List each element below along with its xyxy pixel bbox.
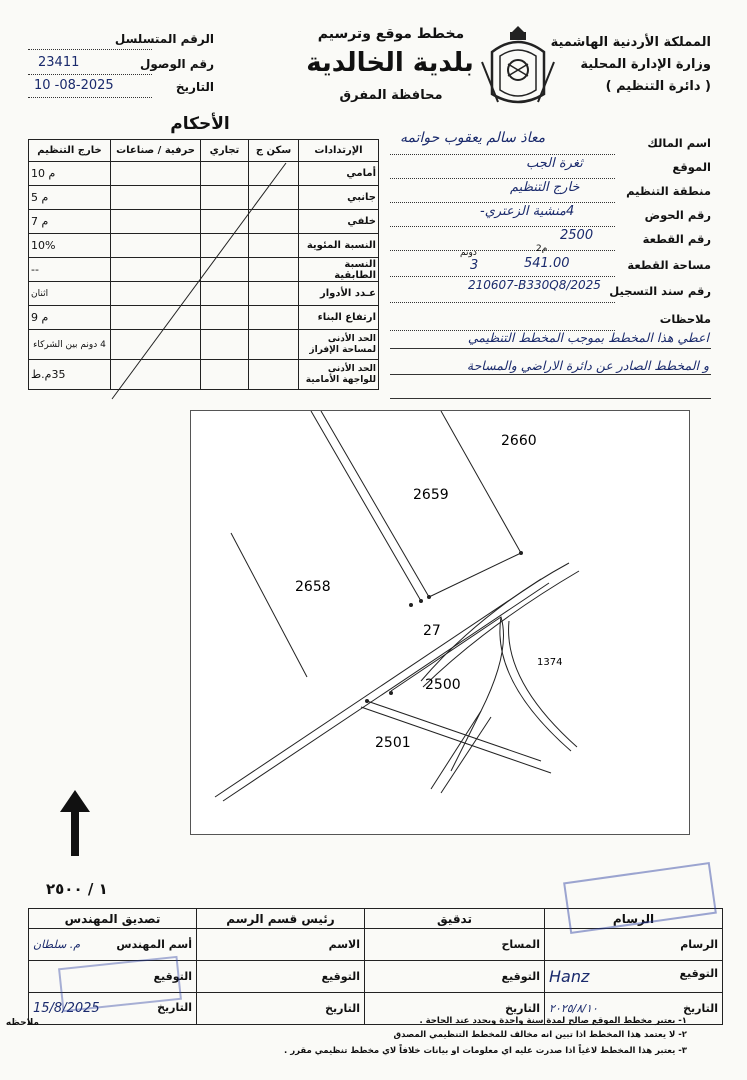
min-frontage-label: الحد الأدنى للواجهة الأمامية [299,360,379,390]
col-check: تدقيق [365,909,545,929]
receipt-label: رقم الوصول [139,57,214,71]
ministry-name: وزارة الإدارة المحلية [580,57,711,72]
table-row [29,186,379,210]
parcel-2658-label: 2658 [295,579,331,595]
check-date-label: التاريخ [505,1002,540,1015]
col-drafter: الرسام [545,909,723,929]
parcel-2660-label: 2660 [501,433,537,449]
parcel-2659-label: 2659 [413,487,449,503]
governorate-name: محافظة المفرق [339,88,443,103]
jordan-emblem-icon [478,22,558,112]
col-outside-zone: خارج التنظيم [29,140,111,162]
front-setback-value: 10 م [29,162,111,186]
owner-label: اسم المالك [647,136,711,150]
table-row [29,162,379,186]
serial-label: الرقم المتسلسل [114,32,214,46]
header-date-value: 10 -08-2025 [34,78,114,93]
note-1: ١- يعتبر مخطط الموقع صالح لمدة سنة واحدة ويجدد عند الحاجة . [419,1016,687,1026]
table-row [29,306,379,330]
min-plot-value: 4 دونم بين الشركاء [29,330,111,360]
zone-value: خارج التنظيم [510,180,580,195]
parcel-label: رقم القطعة [642,232,711,246]
side-setback-label: جانبي [299,186,379,210]
rulings-table [28,139,379,390]
doc-title: مخطط موقع وترسيم [317,26,465,42]
department-name: ( دائرة التنظيم ) [605,79,711,94]
reg-value: 210607-B330Q8/2025 [468,278,601,292]
area-m2-value: 541.00 [524,256,570,271]
height-label: ارتفاع البناء [299,306,379,330]
area-dunum-value: 3 [470,258,479,273]
note-line-1: اعطي هذا المخطط بموجب المخطط التنظيمي [467,330,709,345]
col-setbacks: الإرتدادات [299,140,379,162]
rear-setback-label: خلفي [299,210,379,234]
table-row [29,282,379,306]
parcel-2500-label: 2500 [425,677,461,693]
drafter-sign-label: التوقيع [679,967,718,980]
col-residential: سكن ج [249,140,299,162]
percentage-label: النسبة المئوية [299,234,379,258]
side-setback-value: 5 م [29,186,111,210]
note-3: ٣- يعتبر هذا المخطط لاغياً اذا صدرت عليه اي معلومات او بيانات خلافاً لاي مخطط تنظيمي مقرر . [284,1046,687,1056]
surveyor-label: المساح [501,938,540,951]
drafter-date-value: ٢٠٢٥/٨/١٠ [549,1002,598,1015]
rulings-title: الأحكام [170,114,230,134]
table-row [29,234,379,258]
header-meta-block [0,0,240,110]
receipt-value: 23411 [38,55,80,70]
table-row [29,330,379,360]
north-arrow-icon [58,788,92,858]
site-label: الموقع [672,160,711,174]
area-m2-label: م2 [536,244,548,254]
header-date-label: التاريخ [175,80,214,94]
notes-label: ملاحظه [5,1018,39,1028]
note-2: ٢- لا يعتمد هذا المخطط اذا تبين انه مخالف للمخطط التنظيمي المصدق [393,1030,687,1040]
engineer-date-label: التاريخ [157,1001,192,1014]
height-value: 9 م [29,306,111,330]
drafter-date-label: التاريخ [683,1002,718,1015]
min-plot-label: الحد الأدنى لمساحة الإفراز [299,330,379,360]
floors-value: اثنان [29,282,111,306]
floor-ratio-label: النسبة الطابقية [299,258,379,282]
check-sign-label: التوقيع [501,970,540,983]
drafter-label: الرسام [680,938,718,951]
map-scale: ١ / ٢٥٠٠ [46,880,108,898]
note-line-2: و المخطط الصادر عن دائرة الاراضي والمساحة [466,358,709,373]
floors-label: عـدد الأدوار [299,282,379,306]
zone-label: منطقة التنظيم [626,184,711,198]
engineer-sign-label: التوقيع [153,970,192,983]
area-dunum-label: دونم [460,248,477,258]
col-crafts: حرفية / صناعات [111,140,201,162]
site-value: ثغرة الجب [526,156,583,171]
basin-value: 4منشية الزعتري- [480,204,575,219]
notes-label: ملاحظات [659,312,711,326]
parcel-2501-label: 2501 [375,735,411,751]
owner-value: معاذ سالم يعقوب حواتمه [400,130,546,146]
rear-setback-value: 7 م [29,210,111,234]
table-row [29,258,379,282]
municipality-name: بلدية الخالدية [306,48,474,78]
drafter-signature: Hanz [549,967,590,986]
parcel-1374-label: 1374 [537,657,563,668]
info-block [390,130,747,405]
chief-date-label: التاريخ [325,1002,360,1015]
floor-ratio-value: -- [29,258,111,282]
engineer-name-label: أسم المهندس [116,938,192,951]
area-label: مساحة القطعة [627,258,711,272]
table-row [29,360,379,390]
engineer-name-value: م. سلطان [33,938,81,951]
chief-name-label: الاسم [328,938,360,951]
front-setback-label: أمامي [299,162,379,186]
col-engineer-approval: تصديق المهندس [29,909,197,929]
table-row [29,210,379,234]
percentage-value: 10% [29,234,111,258]
chief-sign-label: التوقيع [321,970,360,983]
reg-label: رقم سند التسجيل [609,284,711,298]
min-frontage-value: 35م.ط [29,360,111,390]
kingdom-name: المملكة الأردنية الهاشمية [550,35,711,50]
parcel-value: 2500 [560,228,594,243]
col-chief-drafting: رئيس قسم الرسم [197,909,365,929]
site-map [190,410,690,835]
road-27-label: 27 [423,623,441,639]
basin-label: رقم الحوض [644,208,711,222]
col-commercial: تجاري [201,140,249,162]
engineer-date-value: 15/8/2025 [33,1001,100,1016]
